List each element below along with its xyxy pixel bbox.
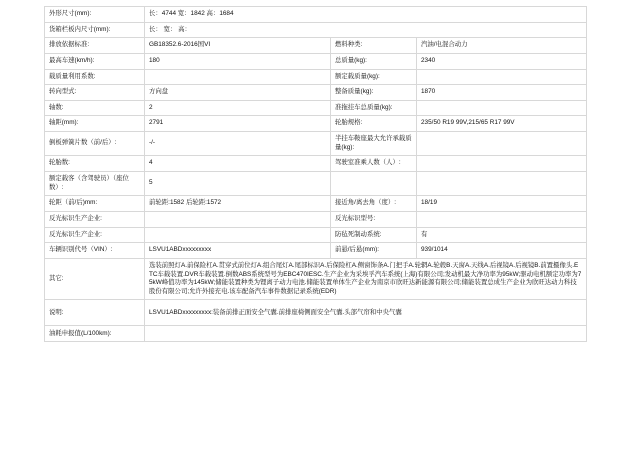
row-label: 货箱栏板内尺寸(mm): <box>45 22 145 38</box>
row-value-2: 2340 <box>417 53 587 69</box>
row-label-2 <box>331 172 417 196</box>
row-value <box>145 227 331 243</box>
row-value-2 <box>417 211 587 227</box>
table-row-note <box>45 300 587 326</box>
table-row <box>45 156 587 172</box>
row-value <box>145 211 331 227</box>
row-label-2: 防毡死制动系统: <box>331 227 417 243</box>
table-row <box>45 85 587 101</box>
row-label-2: 燃料种类: <box>331 38 417 54</box>
table-row <box>45 211 587 227</box>
row-label: 反光标识生产企业: <box>45 211 145 227</box>
row-value-2 <box>417 69 587 85</box>
row-label: 载质量利用系数: <box>45 69 145 85</box>
row-label-2: 半挂车鞍座最大允许承载质量(kg): <box>331 132 417 156</box>
row-value-2: 18/19 <box>417 196 587 212</box>
row-label: 车辆识别代号（VIN）: <box>45 243 145 259</box>
row-label-2: 准拖挂车总质量(kg): <box>331 100 417 116</box>
row-value: 前轮距:1582 后轮距:1572 <box>145 196 331 212</box>
row-value: LSVU1ABDxxxxxxxxx:装备前排正面安全气囊.前排座椅侧面安全气囊.头部气帘和中央气囊 <box>145 300 587 326</box>
table-row <box>45 243 587 259</box>
table-row <box>45 100 587 116</box>
row-label: 轮胎数: <box>45 156 145 172</box>
row-value <box>145 69 331 85</box>
row-label: 轴距(mm): <box>45 116 145 132</box>
row-label: 额定载客（含驾驶员）（座位数）: <box>45 172 145 196</box>
row-label-2: 前悬/后悬(mm): <box>331 243 417 259</box>
row-value: 5 <box>145 172 331 196</box>
row-value-2 <box>417 132 587 156</box>
row-value-2 <box>417 156 587 172</box>
row-label-2: 轮胎规格: <box>331 116 417 132</box>
row-value: 2791 <box>145 116 331 132</box>
row-value <box>145 326 587 342</box>
table-row <box>45 196 587 212</box>
table-row-other <box>45 258 587 300</box>
row-label-2: 驾驶室准乘人数（人）: <box>331 156 417 172</box>
table-row <box>45 227 587 243</box>
row-value: 180 <box>145 53 331 69</box>
vehicle-spec-table <box>44 6 587 342</box>
row-label: 排放依据标准: <box>45 38 145 54</box>
table-row <box>45 38 587 54</box>
row-label: 轮距（前/后)mm: <box>45 196 145 212</box>
row-label: 反光标识生产企业: <box>45 227 145 243</box>
row-label: 其它: <box>45 258 145 300</box>
row-value: -/- <box>145 132 331 156</box>
row-value-2: 有 <box>417 227 587 243</box>
table-row <box>45 326 587 342</box>
row-value: 方向盘 <box>145 85 331 101</box>
table-row <box>45 69 587 85</box>
table-row <box>45 132 587 156</box>
row-label: 外形尺寸(mm): <box>45 7 145 23</box>
row-label: 油耗申报值(L/100km): <box>45 326 145 342</box>
row-value: 长： 宽： 高： <box>145 22 587 38</box>
row-label: 说明: <box>45 300 145 326</box>
table-row <box>45 53 587 69</box>
row-value: 4 <box>145 156 331 172</box>
row-value-2: 汽油/电混合动力 <box>417 38 587 54</box>
row-label-2: 整备质量(kg): <box>331 85 417 101</box>
table-row <box>45 22 587 38</box>
row-value-2: 939/1014 <box>417 243 587 259</box>
row-label-2: 总质量(kg): <box>331 53 417 69</box>
row-label: 轴数: <box>45 100 145 116</box>
row-value-2: 1870 <box>417 85 587 101</box>
table-row <box>45 7 587 23</box>
row-label-2: 接近角/离去角（度）: <box>331 196 417 212</box>
row-value: 长：4744 宽：1842 高：1684 <box>145 7 587 23</box>
row-label: 最高车速(km/h): <box>45 53 145 69</box>
row-label: 倒板弹簧片数（前/后）: <box>45 132 145 156</box>
row-value-2 <box>417 100 587 116</box>
row-value: GB18352.6-2016国VI <box>145 38 331 54</box>
row-value: 选装前照灯A.前保险杠A.贯穿式前位灯A.组合尾灯A.尾部标识A.后保险杠A.侧窗饰条A.门把手A.轮辋A.轮毂B.天窗A.天线A.后视镜A.后视镜B.前置摄像头.ETC车载装置.DVR车载装置.倒数ABS系统型号为EBC470IESC.生产企业为采埃孚汽车系统(上海)有限公司;发动机最大净功率为95kW;驱动电机额定功率为75kW峰值功率为145kW;储能装置种类为锂离子动力电池.储能装置单体生产企业为南京市欣旺达新能源有限公司;储能装置总成生产企业为欣旺达动力科技股份有限公司;允许外接充电.该车配备汽车事件数据记录系统(EDR) <box>145 258 587 300</box>
row-value: LSVU1ABDxxxxxxxxx <box>145 243 331 259</box>
row-value-2: 235/50 R19 99V,215/65 R17 99V <box>417 116 587 132</box>
row-value: 2 <box>145 100 331 116</box>
row-label-2: 额定载质量(kg): <box>331 69 417 85</box>
spec-table-body <box>45 7 587 342</box>
table-row <box>45 172 587 196</box>
table-row <box>45 116 587 132</box>
row-label: 转向型式: <box>45 85 145 101</box>
row-value-2 <box>417 172 587 196</box>
row-label-2: 反光标识型号: <box>331 211 417 227</box>
